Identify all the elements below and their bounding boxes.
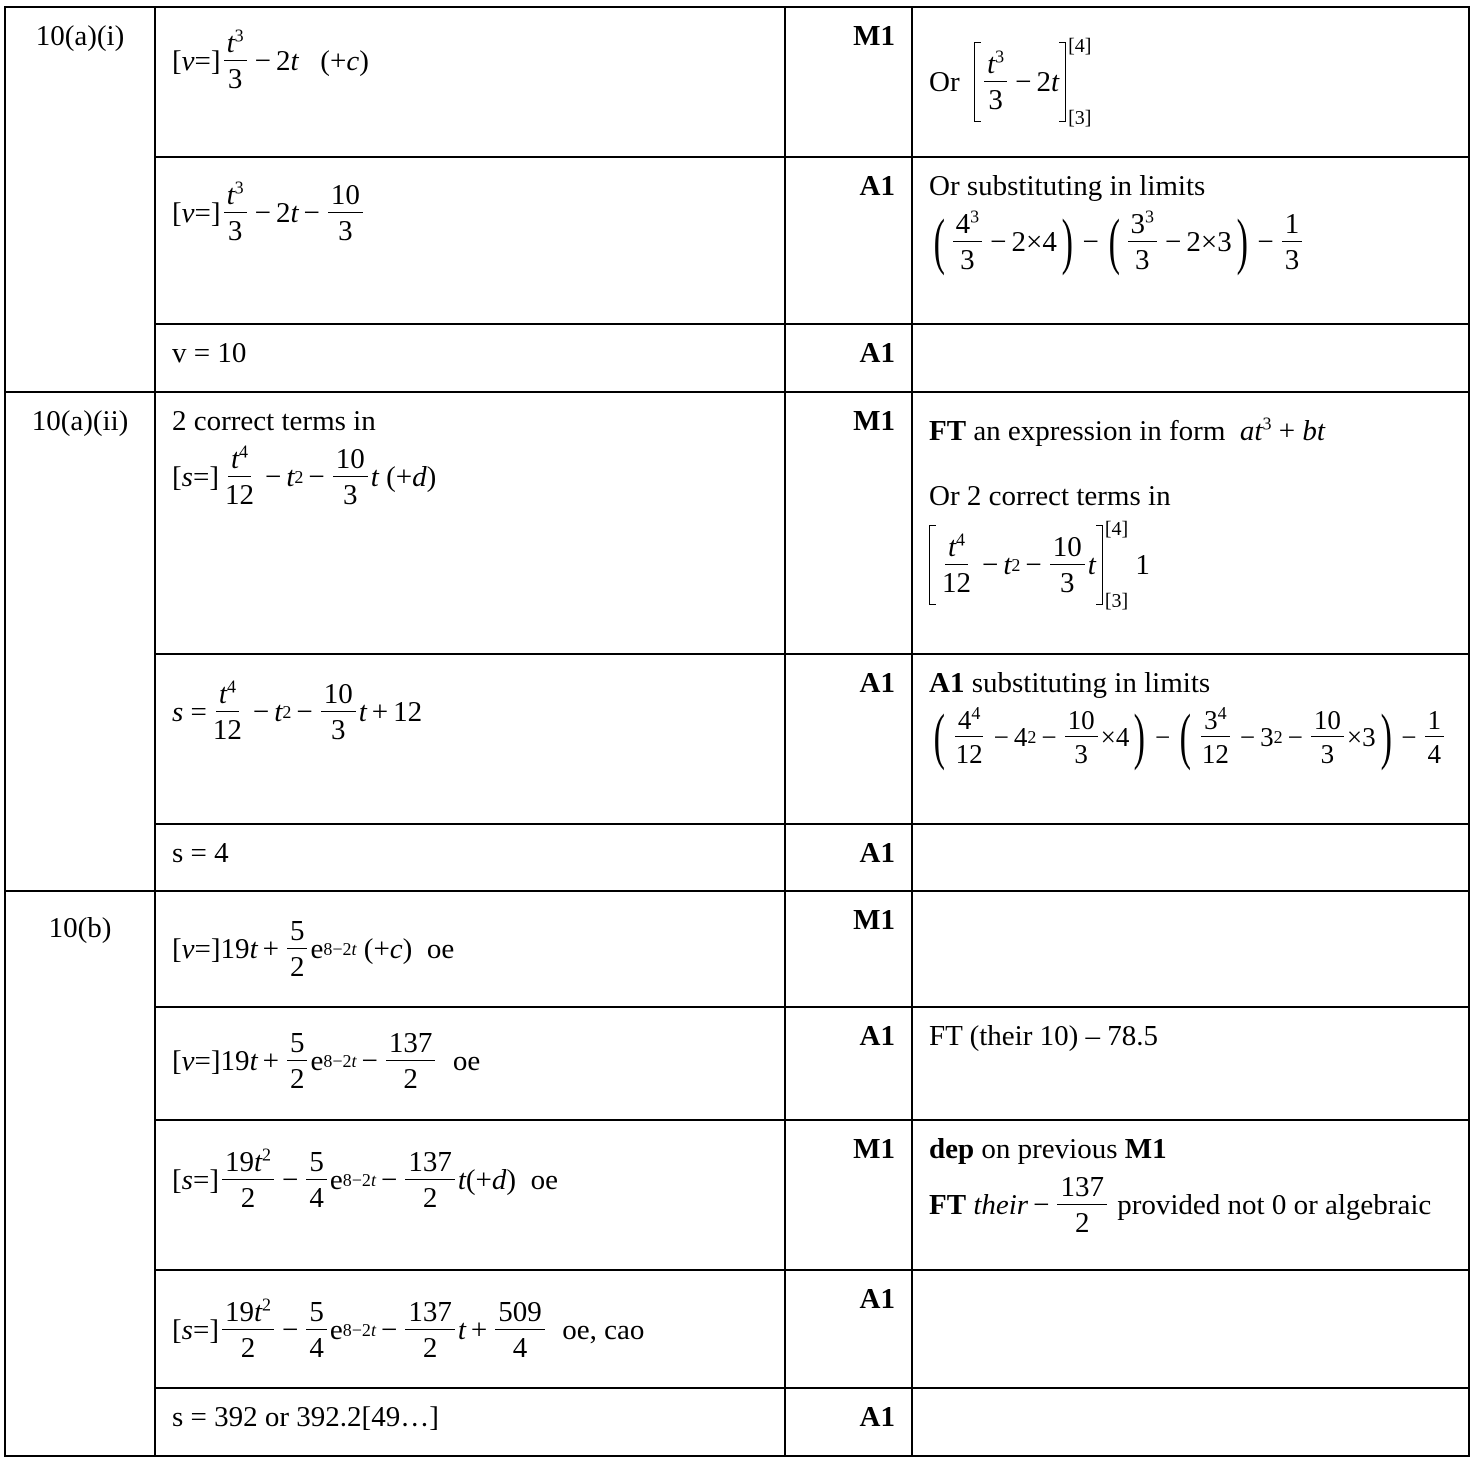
math-expression: [ s =] $\frac{19t^2}{2}$ − $\frac{5}{4}$ e 8−2t − $\frac{137}{2}$ t + $\frac{509}{4}$ oe, cao xyxy=(172,1294,645,1365)
mark-code: A1 xyxy=(785,1270,912,1388)
table-row xyxy=(5,1120,1469,1270)
math-expression: [ v =] $\frac{t^3}{3}$ − 2 t (+ c ) xyxy=(172,25,369,96)
guidance-cell xyxy=(912,654,1469,824)
guidance-cell xyxy=(912,891,1469,1007)
table-row xyxy=(5,1270,1469,1388)
guidance-cell xyxy=(912,1270,1469,1388)
answer-cell xyxy=(155,891,785,1007)
answer-cell xyxy=(155,1120,785,1270)
answer-text: s = 4 xyxy=(172,837,229,869)
oe-note: oe xyxy=(530,1163,558,1196)
trailing-number: 1 xyxy=(1135,548,1150,581)
guidance-cell xyxy=(912,157,1469,324)
mark-code: A1 xyxy=(785,324,912,392)
table-row xyxy=(5,1007,1469,1120)
lower-limit: [3] xyxy=(1068,107,1092,129)
answer-cell xyxy=(155,157,785,324)
upper-limit: [4] xyxy=(1068,35,1092,57)
answer-cell xyxy=(155,1270,785,1388)
math-expression: [ v =]19 t + $\frac{5}{2}$ e 8−2t − $\frac{137}{2}$ oe xyxy=(172,1027,481,1096)
lower-limit: [3] xyxy=(1104,590,1129,612)
answer-cell xyxy=(155,1388,785,1456)
math-expression: s = $\frac{t^4}{12}$ − t 2 − $\frac{10}{3}$ t + 12 xyxy=(172,676,423,747)
answer-cell xyxy=(155,1007,785,1120)
math-expression: [ s =] $\frac{19t^2}{2}$ − $\frac{5}{4}$ e 8−2t − $\frac{137}{2}$ t (+ d ) oe xyxy=(172,1144,558,1215)
math-expression: ( $\frac{4^3}{3}$ − 2×4 ) − ( $\frac{3^3}{3}$ − 2×3 ) − $\frac{1}{3}$ xyxy=(929,209,1305,276)
mark-code: A1 xyxy=(785,824,912,891)
table-row xyxy=(5,157,1469,324)
upper-limit: [4] xyxy=(1104,518,1129,540)
ft-label: FT xyxy=(929,415,967,447)
mark-code: M1 xyxy=(785,891,912,1007)
guidance-text: on previous xyxy=(981,1133,1118,1165)
guidance-text: substituting in limits xyxy=(971,667,1211,699)
dep-label: dep xyxy=(929,1133,975,1165)
guidance-cell xyxy=(912,324,1469,392)
guidance-text: Or xyxy=(929,65,960,98)
question-number: 10(b) xyxy=(5,891,155,1456)
math-expression: [ v =] $\frac{t^3}{3}$ − 2 t − $\frac{10}{3}$ xyxy=(172,180,366,247)
answer-text: s = 392 or 392.2[49…] xyxy=(172,1401,439,1433)
guidance-cell: Or $\frac{t^3}{3}$ − 2 t [4] [3] xyxy=(912,7,1469,157)
guidance-cell xyxy=(912,1120,1469,1270)
guidance-text: Or 2 correct terms in xyxy=(929,480,1171,512)
question-number: 10(a)(i) xyxy=(5,7,155,392)
table-row xyxy=(5,824,1469,891)
math-expression: $\frac{t^4}{12}$ − t 2 − $\frac{10}{3}$ t [4] [3] 1 xyxy=(929,519,1150,611)
mark-code: M1 xyxy=(785,1120,912,1270)
answer-cell xyxy=(155,7,785,157)
answer-text: v = 10 xyxy=(172,337,247,369)
guidance-cell xyxy=(912,1388,1469,1456)
math-expression: [ s =] $\frac{t^4}{12}$ − t 2 − $\frac{10}{3}$ t (+ d ) xyxy=(172,441,437,512)
guidance-text: Or substituting in limits xyxy=(929,170,1206,202)
guidance-cell xyxy=(912,1007,1469,1120)
their-label: their xyxy=(973,1188,1029,1221)
table-row xyxy=(5,324,1469,392)
table-row xyxy=(5,654,1469,824)
math-expression: ( $\frac{4^4}{12}$ − 4 2 − $\frac{10}{3}$ ×4 ) − ( $\frac{3^4}{12}$ − 3 2 − $\frac{10}{3}$ ×3 ) − $\frac{1}{4}$ xyxy=(929,706,1447,769)
mark-code: A1 xyxy=(785,654,912,824)
m1-ref: M1 xyxy=(1124,1133,1167,1165)
mark-code: M1 xyxy=(785,392,912,654)
math-expression: FT their − $\frac{137}{2}$ provided not 0 or algebraic xyxy=(929,1171,1432,1240)
guidance-cell: FT an expression in form $at^3$ + bt Or 2 correct terms in $\frac{t^4}{12}$ − t 2 − $\frac{10}{3}$ t [4] [3] 1 xyxy=(912,392,1469,654)
a1-label: A1 xyxy=(929,667,965,699)
oe-note: oe, cao xyxy=(562,1313,645,1346)
oe-note: oe xyxy=(426,932,455,965)
guidance-text: provided not 0 or algebraic xyxy=(1117,1188,1432,1221)
guidance-text: FT (their 10) – 78.5 xyxy=(929,1020,1159,1052)
question-number: 10(a)(ii) xyxy=(5,392,155,891)
answer-cell xyxy=(155,324,785,392)
table-row xyxy=(5,1388,1469,1456)
answer-cell xyxy=(155,824,785,891)
oe-note: oe xyxy=(452,1044,481,1077)
answer-cell xyxy=(155,392,785,654)
table-row xyxy=(5,392,1469,654)
guidance-cell xyxy=(912,824,1469,891)
mark-scheme-table xyxy=(4,6,1470,1457)
answer-cell xyxy=(155,654,785,824)
answer-text: 2 correct terms in xyxy=(172,405,376,437)
ft-label: FT xyxy=(929,1188,967,1221)
mark-code: M1 xyxy=(785,7,912,157)
math-expression: [ v =]19 t + $\frac{5}{2}$ e 8−2t (+ c ) oe xyxy=(172,915,455,984)
table-row xyxy=(5,891,1469,1007)
mark-code: A1 xyxy=(785,1007,912,1120)
table-row xyxy=(5,7,1469,157)
mark-code: A1 xyxy=(785,1388,912,1456)
guidance-text: an expression in form xyxy=(973,415,1226,447)
mark-code: A1 xyxy=(785,157,912,324)
